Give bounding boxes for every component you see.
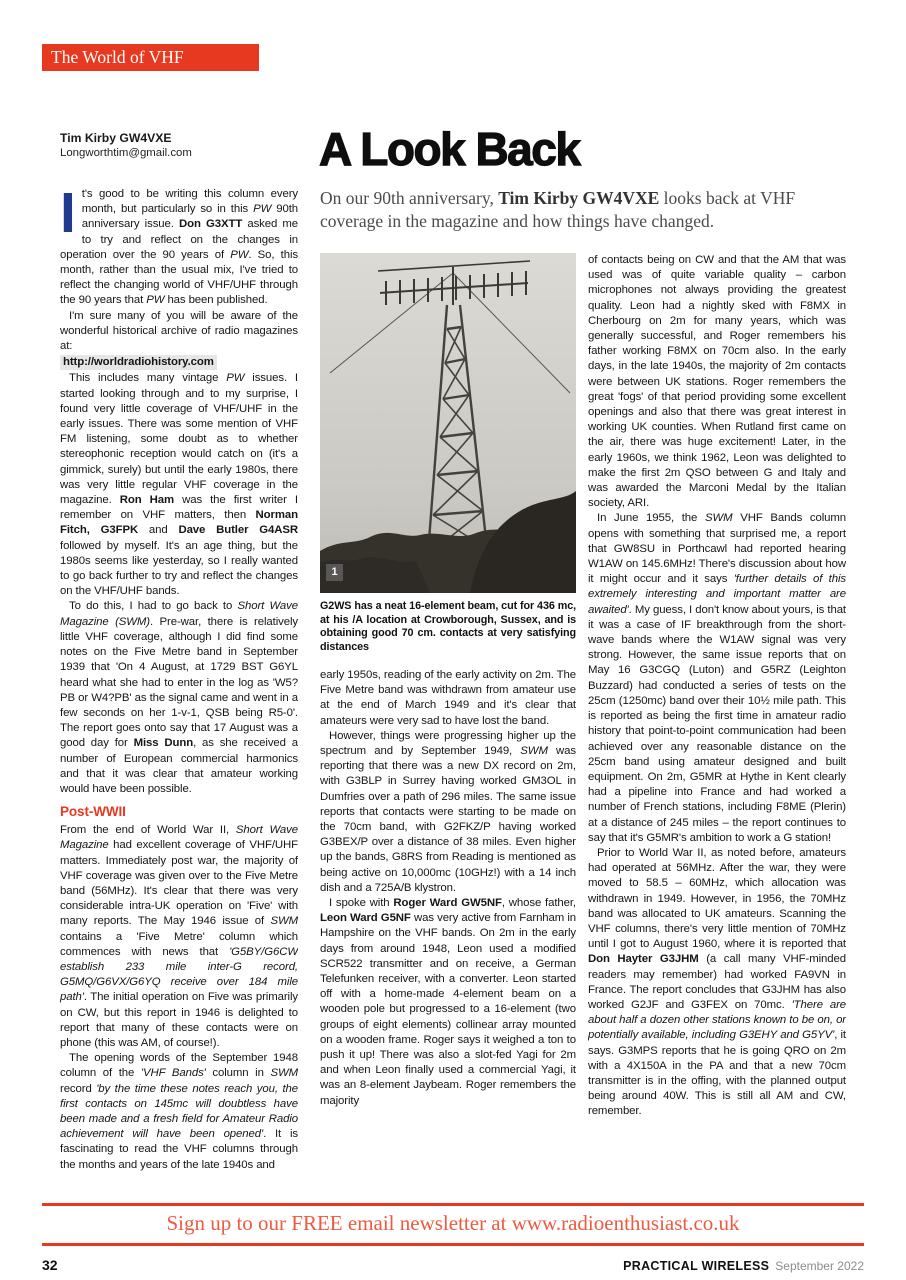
issue-date: September 2022 [775, 1259, 864, 1273]
text-segment: Tim Kirby GW4VXE [498, 188, 660, 208]
text-segment: 90th anniversary issue. [81, 203, 298, 231]
text-segment: Miss Dunn [133, 737, 194, 750]
text-segment: was the first writer I remember on VHF matters, then [60, 494, 298, 522]
text-segment: looks back at VHF coverage in the magazine and how things have changed. [320, 188, 796, 231]
text-segment: This includes many vintage [69, 372, 227, 385]
url-link[interactable]: http://worldradiohistory.com [60, 355, 217, 370]
text-segment: In June 1955, the [597, 512, 705, 525]
text-segment: Prior to World War II, as noted before, amateurs had operated at 56MHz. After the war, they were moved to 58.5 – 60MHz, which allocation was withdrawn in 1949. However, in 1956, the 70MHz band was allocated to UK amateurs. Scanning the VHF columns, there's very little mention of 70MHz until I got to August 1960, where it is reported that [588, 846, 846, 951]
article-title: A Look Back [319, 123, 580, 175]
photo-number-badge: 1 [326, 564, 343, 581]
paragraph [60, 599, 298, 797]
text-segment: Don G3XTT [178, 218, 243, 231]
text-segment: 'further details of this extremely interesting and important matter are awaited' [588, 573, 846, 616]
paragraph [60, 187, 298, 309]
paragraph [60, 823, 298, 1051]
text-segment: SWM [520, 745, 548, 758]
text-segment: PW [146, 294, 165, 307]
text-segment: . The initial operation on Five was primarily on CW, but this report in 1946 is delighted to report that many of these contacts were on phone (this was AM, of course!). [60, 991, 298, 1049]
text-segment: , as she received a number of European commercial harmonics and that it was clear that amateur working would have been possible. [60, 737, 298, 795]
author-email: Longworthtim@gmail.com [60, 147, 192, 159]
text-segment: Roger Ward GW5NF [393, 897, 502, 910]
text-segment: Norman Fitch, G3FPK [60, 509, 298, 537]
author-block [60, 131, 192, 161]
text-segment: early 1950s, reading of the early activity on 2m. The Five Metre band was withdrawn from amateur use at the end of March 1949 and it's clear that amateurs were very sad to have lost the band. [320, 669, 576, 727]
text-segment: 'VHF Bands' [140, 1067, 206, 1080]
text-segment: Leon Ward G5NF [320, 912, 411, 925]
text-segment: has been published. [164, 294, 268, 307]
antenna-photo [320, 253, 576, 593]
text-segment: 'G5BY/G6CW establish 233 mile inter-G record, G5MQ/G6VX/G6YQ receive over 184 mile path' [60, 945, 298, 1004]
text-segment: . So, this month, rather than the usual mix, I've tried to reflect the changing world of VHF/UHF through the 90 years that [60, 248, 298, 307]
paragraph [588, 846, 846, 1120]
text-segment: PW [253, 203, 272, 216]
text-segment: Short Wave Magazine [60, 824, 298, 852]
text-segment: had excellent coverage of VHF/UHF matters. Immediately post war, the majority of VHF coverage was given over to the Five Metre band (56MHz). It's clear that there was very considerable intra-UK operation on 'Five' with many reports. The May 1946 issue of [60, 839, 298, 928]
page-number: 32 [42, 1257, 58, 1273]
text-segment: To do this, I had to go back to [69, 600, 238, 613]
paragraph [60, 1051, 298, 1173]
text-segment: followed by myself. It's an age thing, but the 1980s seems like yesterday, so I really wanted to go back further to try and reflect the changes on the VHF/UHF bands. [60, 539, 298, 598]
text-segment: , it says. G3MPS reports that he is going QRO on 2m with a 4X150A in the PA and that a new 70cm transmitter is in the offing, with the planned output being around 40W. This is still all AM and CW, remember. [588, 1029, 846, 1118]
text-segment: SWM [270, 915, 298, 928]
text-segment: asked me to try and reflect on the changes in operation over the 90 years of [60, 218, 298, 261]
magazine-name: PRACTICAL WIRELESS [623, 1259, 770, 1273]
text-segment: contains a 'Five Metre' column which commences with news that [60, 930, 298, 958]
text-segment: column in [205, 1067, 271, 1080]
text-segment: I spoke with [329, 897, 394, 910]
text-segment: t's good to be writing this column every month, but particularly so in this [81, 188, 298, 216]
text-segment: From the end of World War II, [60, 824, 236, 837]
paragraph [320, 896, 576, 1109]
text-segment: issues. I started looking through and to my surprise, I found very little coverage of VHF/UHF in the early issues. There was some mention of VHF FM listening, some doubt as to whether stereophonic reception would catch on (it's a gimmick, surely) but until the early 1980s, there was very little regular VHF coverage in the magazine. [60, 372, 298, 507]
section-banner: The World of VHF [42, 44, 259, 71]
paragraph [320, 729, 576, 896]
text-segment: However, things were progressing higher up the spectrum and by September 1949, [320, 729, 576, 758]
text-segment: was reporting that there was a new DX record on 2m, with G3BLP in Surrey having worked GM3OL in Dumfries over a path of 296 miles. The same issue reports that contacts were starting to be made on the 70cm band, with G2FKZ/P having worked G3BEX/P over a distance of 38 miles. Even higher up the bands, G8RS from Reading is mentioned as being active on 10,000mc (10GHz!) with a 14 inch dish and a 725A/B klystron. [320, 745, 576, 894]
text-segment: (a call many VHF-minded readers may remember) had worked FA9VN in France. The report concludes that G3JHM has also worked G2JF and G3FEX on 70mc. [588, 953, 846, 1011]
text-segment: , whose father, [501, 897, 576, 910]
text-segment: VHF Bands column opens with something that surprised me, a report that GW8SU in Porthcawl had reported hearing W1AW on 145.6MHz! There's discussion about how it might occur and it says [588, 512, 846, 586]
text-segment: SWM [270, 1067, 298, 1080]
text-segment: Don Hayter G3JHM [588, 953, 699, 966]
text-segment: Dave Butler G4ASR [178, 524, 298, 537]
paragraph [588, 253, 846, 511]
text-segment: PW [226, 372, 245, 385]
standfirst [320, 187, 847, 233]
text-segment: Ron Ham [119, 494, 175, 507]
subheading: Post-WWII [60, 804, 126, 820]
column-right [588, 253, 846, 1200]
text-segment: . Pre-war, there is relatively little VHF coverage, although I did find some notes on the Five Metre band in September 1939 that 'On 4 August, at 1729 BST G6YL heard what she had to enter in the log as 'W5?PB or W4?PB' as the signal came and went in a few seconds on her 1-v-1, QSB being R5-0'. The report goes onto say that 17 August was a good day for [60, 615, 298, 750]
column-middle-text [320, 668, 576, 1109]
text-segment: and [138, 524, 179, 537]
page-footer [42, 1257, 864, 1273]
paragraph [588, 511, 846, 845]
text-segment: of contacts being on CW and that the AM that was used was of quite variable quality – carbon microphones not always providing the greatest quality. Leon had a nightly sked with F8MX in Cherbourg on 2m for many years, which was generally successful, and Roger remembers his father working F8MX on 70cm also. In the early days, in the late 1940s, the majority of 2m contacts were between UK stations. Roger remembers the great 'fogs' of that period providing some excellent openings and also that there was great interest in working UK counties. When Rutland first came on the air, there was huge excitement! Later, in the early 1960s, we think 1962, Leon was delighted to make the first 2m QSO between G and Italy and was awarded the Marconi Medal by the Italian society, ARI. [588, 254, 846, 510]
text-segment: . My guess, I don't know about yours, is that it was a case of IF breakthrough from the short-wave bands where the W1AW signal was very strong. However, the same issue reports that on May 16 G3CGQ (Luton) and G5RZ (Leighton Buzzard) had conducted a series of tests on the 25cm (1250mc) band over their 10½ mile path. This is reported as being the first time in amateur radio history that point-to-point communication had been achieved over any reasonable distance on the 25cm band using amateur designed and built equipment. On 2m, G5MR at Hythe in Kent clearly had a pipeline into France and had worked a number of French stations, including F8ME (Plerin) at a distance of 245 miles – the report continues to say that it's G5MR's ambition to work a G station! [588, 603, 846, 844]
text-segment: was very active from Farnham in Hampshire on the VHF bands. On 2m in the early days from around 1948, Leon used a modified SCR522 transmitter and on receive, a German Telefunken receiver, with a converter. Leon started off with a home-made 4-element beam on a wooden pole but progressed to a 16-element (two groups of eight elements) collinear array mounted on a wooden frame. Roger says it weighed a ton to push it up! There was also a slot-fed Yagi for 2m and when Leon finally used a commercial Yagi, it was an 8-element Jaybeam. Roger remembers the majority [320, 912, 576, 1107]
text-segment: 'by the time these notes reach you, the first contacts on 145mc will doubtless have been made and a fresh field for Amateur Radio achievement will have been opened' [60, 1082, 298, 1141]
paragraph [60, 371, 298, 599]
drop-cap: I [60, 187, 76, 245]
text-segment: The opening words of the September 1948 column of the [60, 1052, 298, 1080]
text-segment: I'm sure many of you will be aware of the wonderful historical archive of radio magazines at: [60, 309, 298, 353]
text-segment: 'There are about half a dozen other stations known to be on, or potentially available, including G3EHY and G5YV' [588, 998, 846, 1042]
text-segment: On our 90th anniversary, [320, 188, 499, 208]
text-segment: Short Wave Magazine (SWM) [60, 600, 298, 628]
footer-magazine-info [623, 1259, 864, 1273]
column-middle [320, 253, 576, 1200]
text-segment: PW [230, 248, 249, 261]
antenna-photo-figure [320, 253, 576, 593]
text-segment: . It is fascinating to read the VHF columns through the months and years of the late 1940s and [60, 1128, 298, 1171]
paragraph [60, 309, 298, 355]
paragraph [320, 668, 576, 729]
text-segment: record [60, 1082, 97, 1095]
newsletter-signup-link[interactable]: Sign up to our FREE email newsletter at www.radioenthusiast.co.uk [42, 1203, 864, 1246]
text-segment: SWM [704, 512, 733, 525]
column-left [60, 187, 298, 1199]
photo-caption: G2WS has a neat 16-element beam, cut for 436 mc, at his /A location at Crowborough, Sussex, and is obtaining good 70 cm. contacts at very satisfying distances [320, 600, 576, 653]
author-name: Tim Kirby GW4VXE [60, 131, 172, 145]
